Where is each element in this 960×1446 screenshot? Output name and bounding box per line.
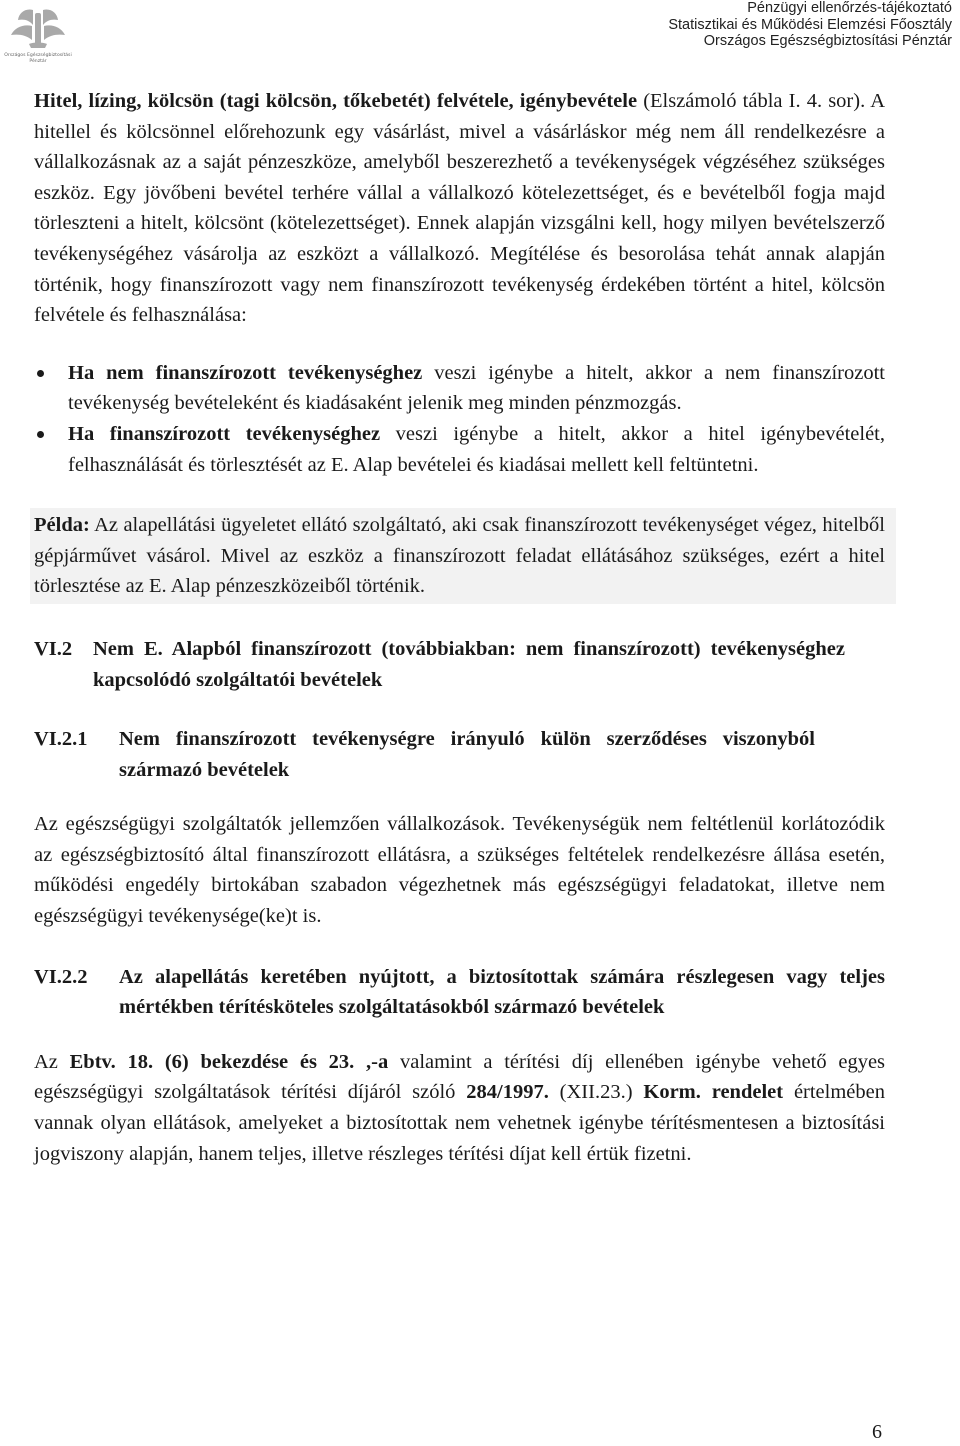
law-reference: ,-a	[366, 1050, 389, 1073]
svg-text:Országos Egészségbiztosítási: Országos Egészségbiztosítási	[4, 53, 72, 58]
example-text: Az alapellátási ügyeletet ellátó szolgáltató, aki csak finanszírozott tevékenységet végez, hitelből gépjárművet vásárol. Mivel az eszköz a finanszírozott feladat ellátásához szükséges, ezért a hitel törlesztése az E. Alap pénzeszközeiből történik.	[34, 514, 885, 598]
law-reference: (6) bekezdése és 23.	[164, 1050, 355, 1073]
list-item-bold: Ha nem finanszírozott tevékenységhez	[68, 361, 423, 384]
financing-rules-list	[34, 358, 885, 480]
svg-text:Pénztár: Pénztár	[29, 59, 47, 64]
list-item-text: veszi igénybe a hitelt, akkor a nem finanszírozott tevékenység bevételeként és kiadásaként jelenik meg minden pénzmozgás.	[68, 361, 886, 415]
paragraph-text	[354, 1051, 366, 1073]
paragraph-text: (XII.23.)	[548, 1081, 644, 1104]
header-line-report: Pénzügyi ellenőrzés-tájékoztató	[747, 0, 952, 16]
regulation-number: 284/1997.	[466, 1081, 549, 1104]
list-item	[34, 358, 885, 419]
law-reference: Ebtv. 18.	[69, 1050, 154, 1073]
document-header	[668, 0, 952, 50]
list-item-bold: Ha finanszírozott tevékenységhez	[68, 422, 381, 445]
example-label: Példa:	[34, 514, 90, 537]
regulation-type: Korm. rendelet	[643, 1081, 784, 1104]
example-box	[30, 508, 896, 604]
section-heading-vi-2-2	[34, 962, 885, 1023]
section-heading-vi-2-1	[34, 724, 885, 785]
list-item	[34, 419, 885, 480]
bullet-icon	[37, 370, 44, 377]
section-heading-vi-2	[34, 634, 885, 695]
legal-reference-paragraph	[34, 1047, 885, 1169]
oep-logo-emblem	[2, 4, 74, 66]
paragraph-text: értelmében vannak olyan ellátások, amelyeket a biztosítottak nem vehetnek igénybe térítésmentesen a biztosítási jogviszony alapján, hanem teljes, illetve részleges térítési díjat kell értük fizetni.	[34, 1081, 885, 1165]
intro-title: Hitel, lízing, kölcsön (tagi kölcsön, tőkebetét) felvétele, igénybevétele	[34, 90, 638, 112]
section-number: VI.2.2	[34, 965, 88, 988]
paragraph-text	[153, 1051, 165, 1073]
section-number: VI.2.1	[34, 728, 88, 751]
section-body: Az egészségügyi szolgáltatók jellemzően vállalkozások. Tevékenységük nem feltétlenül korlátozódik az egészségbiztosító által finanszírozott ellátásra, a szükséges feltételek rendelkezésre állása esetén, működési engedély birtokában szabadon végezhetnek más egészségügyi feladatokat, illetve nem egészségügyi tevékenysége(ke)t is.	[34, 813, 885, 928]
header-line-organization: Országos Egészségbiztosítási Pénztár	[703, 33, 952, 49]
section-title: Nem E. Alapból finanszírozott (továbbiakban: nem finanszírozott) tevékenységhez kapcsolódó szolgáltatói bevételek	[93, 637, 845, 691]
list-item-text: veszi igénybe a hitelt, akkor a hitel igénybevételét, felhasználását és törlesztését az E. Alap bevételei és kiadásai mellett kell feltüntetni.	[68, 422, 886, 476]
section-title: Az alapellátás keretében nyújtott, a biztosítottak számára részlegesen vagy teljes mértékben térítésköteles szolgáltatásokból származó bevételek	[119, 965, 885, 1019]
oep-logo	[2, 4, 74, 66]
intro-text: (Elszámoló tábla I. 4. sor). A hitellel és kölcsönnel előrehozunk egy vásárlást, mivel a vásárláskor még nem áll rendelkezésre a vállalkozásnak az a saját pénzeszköze, amelyből beszerezhető a tevékenységek végzéséhez szükséges eszköz. Egy jövőbeni bevétel terhére vállal a vállalkozó kötelezettséget, és e bevételből fogja majd törleszteni a hitelt, kölcsönt (kötelezettséget). Ennek alapján vizsgálni kell, hogy milyen bevételszerző tevékenységéhez vásárolja az eszközt a vállalkozó. Megítélése és besorolása tehát annak alapján történik, hogy finanszírozott vagy nem finanszírozott tevékenység érdekében történt a hitel, kölcsön felvétele és felhasználása:	[34, 90, 885, 327]
page-content	[34, 86, 885, 1169]
paragraph-text: valamint a térítési díj ellenében igénybe vehető egyes egészségügyi szolgáltatások térítési díjáról szóló	[34, 1050, 886, 1104]
section-title: Nem finanszírozott tevékenységre irányuló külön szerződéses viszonyból származó bevételek	[119, 728, 815, 781]
page-number: 6	[872, 1421, 882, 1443]
paragraph-text: Az	[34, 1050, 70, 1073]
section-number: VI.2	[34, 637, 73, 660]
bullet-icon	[37, 431, 44, 438]
intro-paragraph	[34, 86, 885, 331]
header-line-department: Statisztikai és Működési Elemzési Főosztály	[668, 16, 952, 33]
